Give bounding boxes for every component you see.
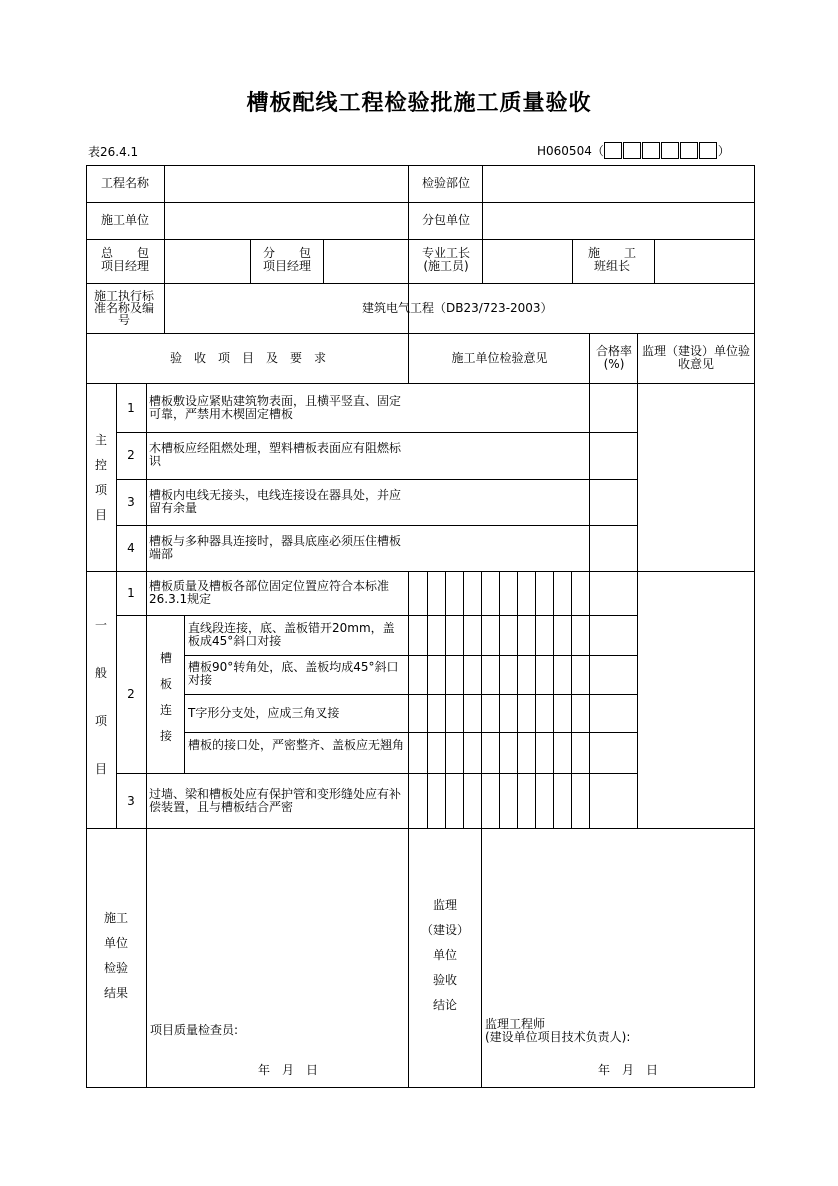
- general-label: 一 般 项 目: [94, 618, 107, 776]
- main-text-4: 槽板与多种器具连接时，器具底座必须压住槽板端部: [149, 534, 402, 561]
- general-sub-4: 槽板的接口处，严密整齐、盖板应无翘角: [188, 738, 405, 752]
- code-box[interactable]: [623, 142, 641, 159]
- grid-line: [482, 165, 483, 284]
- grid-line: [427, 571, 428, 829]
- grid-line: [146, 383, 147, 829]
- main-text-1: 槽板敷设应紧贴建筑物表面，且横平竖直、固定可靠，严禁用木楔固定槽板: [149, 394, 402, 421]
- grid-line: [86, 165, 755, 166]
- label-gm-2: 项目经理: [100, 259, 149, 273]
- general-sub-3: T字形分支处，应成三角叉接: [188, 706, 340, 720]
- col-supervision: 监理（建设）单位验收意见: [641, 344, 750, 371]
- label-sub-pm-1: 分 包: [262, 246, 311, 260]
- label-foreman-1: 专业工长: [421, 246, 470, 260]
- grid-line: [86, 383, 755, 384]
- general-text-1: 槽板质量及槽板各部位固定位置应符合本标准26.3.1规定: [149, 579, 390, 606]
- general-no-1: 1: [127, 586, 135, 600]
- general-no-3: 3: [127, 794, 135, 808]
- date-right: 年 月 日: [598, 1063, 659, 1077]
- grid-line: [86, 571, 755, 572]
- engineer-label-2: (建设单位项目技术负责人):: [485, 1030, 631, 1044]
- grid-line: [553, 571, 554, 829]
- group-label: 槽 板 连 接: [159, 651, 172, 743]
- form-code-suffix: ）: [717, 144, 730, 158]
- label-gm-1: 总 包: [100, 246, 149, 260]
- label-team-1: 施 工: [587, 246, 636, 260]
- grid-line: [463, 571, 464, 829]
- grid-line: [517, 571, 518, 829]
- grid-line: [116, 432, 638, 433]
- col-unit-opinion: 施工单位检验意见: [451, 351, 548, 365]
- standard-value: 建筑电气工程（DB23/723-2003）: [362, 301, 553, 315]
- code-box[interactable]: [642, 142, 660, 159]
- main-label: 主 控 项 目: [94, 433, 107, 522]
- label-sub-pm-2: 项目经理: [262, 259, 311, 273]
- supervision-label: 监理 （建设） 单位 验收 结论: [420, 898, 469, 1012]
- label-project-name: 工程名称: [100, 176, 149, 190]
- grid-line: [481, 571, 482, 829]
- grid-line: [146, 828, 147, 1088]
- table-number: 表26.4.1: [88, 145, 139, 159]
- general-sub-2: 槽板90°转角处，底、盖板均成45°斜口对接: [188, 660, 399, 687]
- code-box[interactable]: [699, 142, 717, 159]
- label-inspect-part: 检验部位: [421, 176, 470, 190]
- grid-line: [86, 333, 755, 334]
- grid-line: [184, 694, 638, 695]
- grid-line: [116, 615, 638, 616]
- grid-line: [116, 525, 638, 526]
- code-box[interactable]: [680, 142, 698, 159]
- form-code: [537, 142, 730, 159]
- grid-line: [535, 571, 536, 829]
- grid-line: [323, 239, 324, 284]
- grid-line: [499, 571, 500, 829]
- grid-line: [481, 828, 482, 1088]
- grid-line: [86, 828, 755, 829]
- main-text-3: 槽板内电线无接头，电线连接设在器具处，并应留有余量: [149, 488, 402, 515]
- date-left: 年 月 日: [258, 1063, 319, 1077]
- label-construct-unit: 施工单位: [100, 213, 149, 227]
- grid-line: [184, 655, 638, 656]
- grid-line: [116, 479, 638, 480]
- general-sub-1: 直线段连接，底、盖板错开20mm，盖板成45°斜口对接: [188, 621, 395, 648]
- grid-line: [408, 571, 409, 1088]
- inspector-label: 项目质量检查员:: [150, 1023, 239, 1037]
- engineer-label-1: 监理工程师: [485, 1017, 546, 1031]
- main-no-3: 3: [127, 495, 135, 509]
- page-title: 槽板配线工程检验批施工质量验收: [246, 91, 592, 116]
- col-pass-rate: 合格率(%): [595, 344, 632, 371]
- grid-line: [445, 571, 446, 829]
- grid-line: [571, 571, 572, 829]
- form-code-prefix: H060504（: [537, 144, 604, 158]
- grid-line: [754, 165, 755, 1088]
- grid-line: [164, 165, 165, 334]
- grid-line: [116, 773, 638, 774]
- grid-line: [637, 333, 638, 829]
- label-standard: 施工执行标准名称及编号: [94, 289, 155, 327]
- grid-line: [86, 1087, 755, 1088]
- main-no-1: 1: [127, 401, 135, 415]
- code-box[interactable]: [661, 142, 679, 159]
- grid-line: [86, 165, 87, 1088]
- grid-line: [654, 239, 655, 284]
- main-no-2: 2: [127, 448, 135, 462]
- general-text-3: 过墙、梁和槽板处应有保护管和变形缝处应有补偿装置，且与槽板结合严密: [149, 787, 402, 814]
- main-text-2: 木槽板应经阻燃处理，塑料槽板表面应有阻燃标识: [149, 441, 402, 468]
- result-label: 施工 单位 检验 结果: [103, 911, 128, 1000]
- label-foreman-2: (施工员): [423, 259, 469, 273]
- col-items: 验 收 项 目 及 要 求: [169, 351, 326, 365]
- grid-line: [589, 333, 590, 829]
- general-no-2: 2: [127, 687, 135, 701]
- code-box[interactable]: [604, 142, 622, 159]
- grid-line: [86, 202, 755, 203]
- grid-line: [250, 239, 251, 284]
- label-team-2: 班组长: [593, 259, 630, 273]
- main-no-4: 4: [127, 541, 135, 555]
- grid-line: [184, 732, 638, 733]
- grid-line: [408, 165, 409, 384]
- label-sub-unit: 分包单位: [421, 213, 470, 227]
